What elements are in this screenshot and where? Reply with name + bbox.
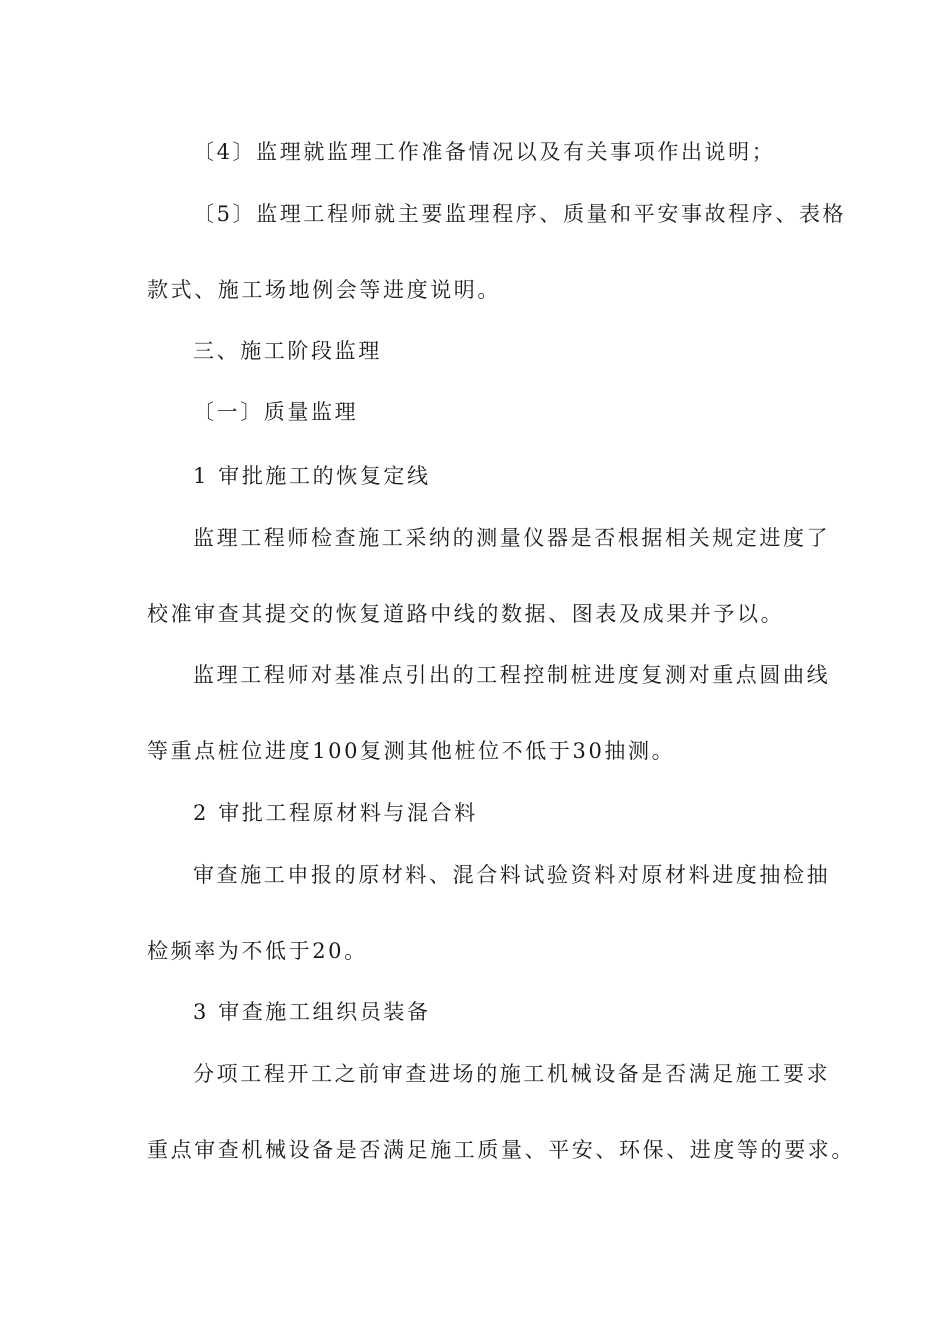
paragraph-item-4: 〔4〕监理就监理工作准备情况以及有关事项作出说明； — [193, 140, 776, 164]
subsection-heading-quality: 〔一〕质量监理 — [193, 400, 359, 424]
paragraph-item-5-line-1: 〔5〕监理工程师就主要监理程序、质量和平安事故程序、表格 — [193, 202, 847, 226]
item-heading-2: 2 审批工程原材料与混合料 — [193, 801, 478, 825]
paragraph-line: 审查施工申报的原材料、混合料试验资料对原材料进度抽检抽 — [193, 863, 831, 887]
paragraph-line: 监理工程师检查施工采纳的测量仪器是否根据相关规定进度了 — [193, 526, 831, 550]
paragraph-line: 重点审查机械设备是否满足施工质量、平安、环保、进度等的要求。 — [147, 1138, 855, 1162]
item-heading-3: 3 审查施工组织员装备 — [193, 1000, 431, 1024]
section-heading-construction-stage: 三、施工阶段监理 — [193, 339, 382, 363]
paragraph-line: 监理工程师对基准点引出的工程控制桩进度复测对重点圆曲线 — [193, 663, 831, 687]
paragraph-line: 检频率为不低于20。 — [147, 939, 368, 963]
paragraph-line: 校准审查其提交的恢复道路中线的数据、图表及成果并予以。 — [147, 602, 785, 626]
paragraph-line: 分项工程开工之前审查进场的施工机械设备是否满足施工要求 — [193, 1062, 831, 1086]
item-heading-1: 1 审批施工的恢复定线 — [193, 464, 431, 488]
paragraph-line: 等重点桩位进度100复测其他桩位不低于30抽测。 — [147, 739, 676, 763]
paragraph-item-5-line-2: 款式、施工场地例会等进度说明。 — [147, 278, 501, 302]
